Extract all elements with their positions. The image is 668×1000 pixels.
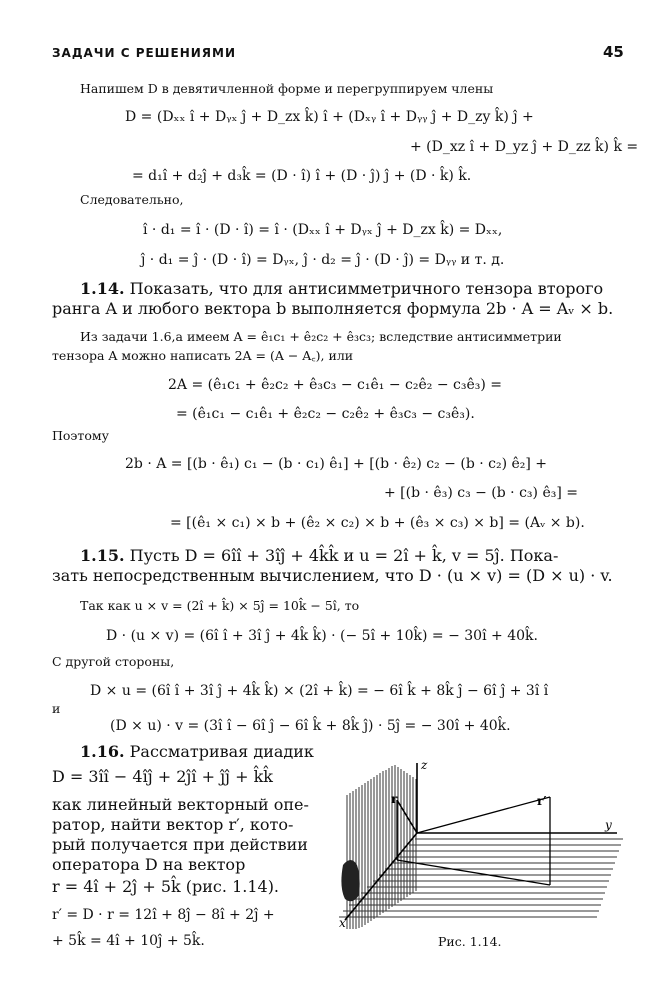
axis-label-x: x (339, 916, 346, 930)
body-text: Так как u × v = (2î + k̂) × 5ĵ = 10k̂ − 5î, то (80, 598, 360, 613)
equation-line: D · (u × v) = (6î î + 3î ĵ + 4k̂ k̂) · (− 5î + 10k̂) = − 30î + 40k̂. (106, 628, 538, 644)
floor-hatching (339, 839, 623, 917)
equation-line: + (D_xz î + D_yz ĵ + D_zz k̂) k̂ = (410, 139, 639, 155)
equation-line: D × u = (6î î + 3î ĵ + 4k̂ k̂) × (2î + k̂) = − 6î k̂ + 8k̂ ĵ − 6î ĵ + 3î î (90, 683, 549, 699)
equation-line: ĵ · d₁ = ĵ · (D · î) = Dᵧₓ, ĵ · d₂ = ĵ · (D · ĵ) = Dᵧᵧ и т. д. (141, 252, 505, 268)
body-text: тензора A можно написать 2A = (A − A꜀), или (52, 348, 354, 363)
vector-label-r-prime: r′ (537, 794, 547, 808)
body-text: оператора D на вектор (52, 855, 246, 874)
body-text: Следовательно, (80, 192, 184, 207)
problem-1-15-title (80, 548, 558, 564)
equation-line: î · d₁ = î · (D · î) = î · (Dₓₓ î + Dᵧₓ ĵ + D_zx k̂) = Dₓₓ, (143, 222, 503, 238)
axis-label-z: z (421, 758, 428, 772)
problem-title-text: Рассматривая диадик (129, 742, 314, 761)
problem-number: 1.14. (80, 279, 125, 298)
equation-line: = [(ê₁ × c₁) × b + (ê₂ × c₂) × b + (ê₃ × c₃) × b] = (Aᵥ × b). (170, 515, 585, 531)
running-header: ЗАДАЧИ С РЕШЕНИЯМИ (52, 46, 237, 60)
equation-line: 2A = (ê₁c₁ + ê₂c₂ + ê₃c₃ − c₁ê₁ − c₂ê₂ − c₃ê₃) = (168, 377, 503, 393)
problem-1-14-title (80, 281, 603, 297)
body-text: как линейный векторный опе- (52, 795, 309, 814)
axis-label-y: y (605, 818, 612, 832)
equation-line: D = (Dₓₓ î + Dᵧₓ ĵ + D_zx k̂) î + (Dₓᵧ î + Dᵧᵧ ĵ + D_zy k̂) ĵ + (125, 109, 534, 125)
body-text: Поэтому (52, 428, 109, 443)
figure-caption: Рис. 1.14. (438, 934, 502, 949)
equation-line: r′ = D · r = 12î + 8ĵ − 8î + 2ĵ + (52, 907, 275, 923)
problem-title-text: ранга A и любого вектора b выполняется формула 2b · A = Aᵥ × b. (52, 299, 614, 318)
equation-line: + [(b · ê₃) c₃ − (b · c₃) ê₃] = (384, 485, 578, 501)
equation-line: (D × u) · v = (3î î − 6î ĵ − 6î k̂ + 8k̂ ĵ) · 5ĵ = − 30î + 40k̂. (110, 718, 511, 734)
equation-line: = (ê₁c₁ − c₁ê₁ + ê₂c₂ − c₂ê₂ + ê₃c₃ − c₃ê₃). (176, 406, 475, 422)
equation-line: D = 3îî − 4îĵ + 2ĵî + ĵĵ + k̂k̂ (52, 767, 273, 786)
problem-1-16-title (80, 744, 314, 760)
body-text: и (52, 701, 61, 716)
body-text: r = 4î + 2ĵ + 5k̂ (рис. 1.14). (52, 877, 280, 896)
vector-label-r: r (391, 792, 398, 806)
figure-1-14 (325, 755, 625, 930)
vector-construction-lines (397, 797, 550, 885)
page-number: 45 (603, 43, 624, 61)
wall-shadow (341, 860, 359, 901)
body-text: С другой стороны, (52, 654, 175, 669)
problem-number: 1.16. (80, 742, 125, 761)
intro-text: Напишем D в девятичленной форме и перегруппируем члены (80, 81, 494, 96)
problem-title-text: Показать, что для антисимметричного тензора второго (129, 279, 604, 298)
body-text: Из задачи 1.6,а имеем A = ê₁c₁ + ê₂c₂ + ê₃c₃; вследствие антисимметрии (80, 329, 562, 344)
problem-title-text: зать непосредственным вычислением, что D · (u × v) = (D × u) · v. (52, 566, 613, 585)
problem-number: 1.15. (80, 546, 125, 565)
problem-title-text: Пусть D = 6îî + 3îĵ + 4k̂k̂ и u = 2î + k̂, v = 5ĵ. Пока- (129, 546, 559, 565)
body-text: ратор, найти вектор r′, кото- (52, 815, 294, 834)
body-text: рый получается при действии (52, 835, 308, 854)
equation-line: 2b · A = [(b · ê₁) c₁ − (b · c₁) ê₁] + [(b · ê₂) c₂ − (b · c₂) ê₂] + (125, 456, 548, 472)
equation-line: = d₁î + d₂ĵ + d₃k̂ = (D · î) î + (D · ĵ) ĵ + (D · k̂) k̂. (132, 168, 472, 184)
equation-line: + 5k̂ = 4î + 10ĵ + 5k̂. (52, 933, 205, 949)
